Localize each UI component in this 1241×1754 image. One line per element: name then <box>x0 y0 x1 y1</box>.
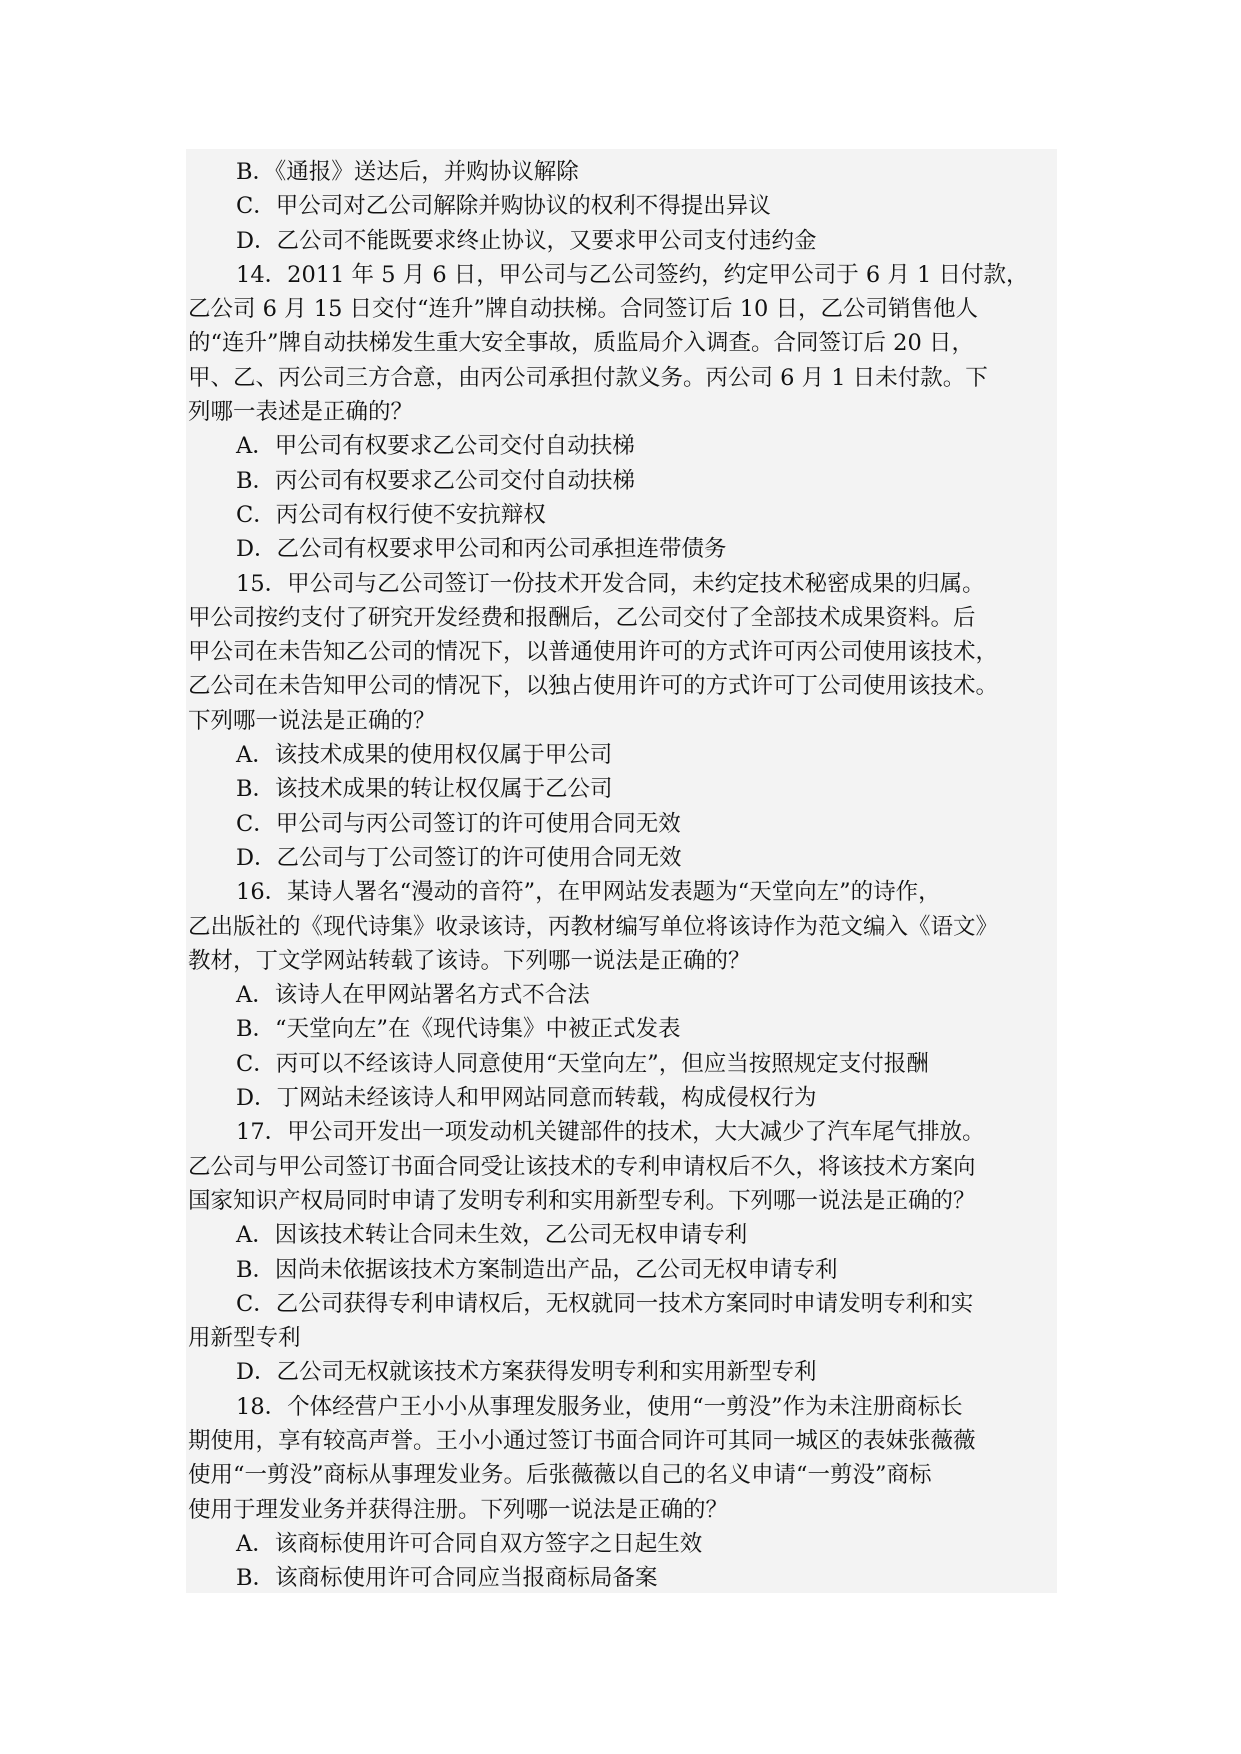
paragraph-line: 使用于理发业务并获得注册。下列哪一说法是正确的？ <box>188 1496 729 1523</box>
answer-option-line: B．该技术成果的转让权仅属于乙公司 <box>236 776 613 803</box>
document-text-block <box>186 149 1057 1593</box>
answer-option-line: D．乙公司不能既要求终止协议，又要求甲公司支付违约金 <box>236 227 817 254</box>
answer-option-line: D．丁网站未经该诗人和甲网站同意而转载，构成侵权行为 <box>236 1085 817 1112</box>
question-line: 15．甲公司与乙公司签订一份技术开发合同，未约定技术秘密成果的归属。 <box>236 570 985 597</box>
question-line: 16．某诗人署名“漫动的音符”，在甲网站发表题为“天堂向左”的诗作， <box>236 879 941 906</box>
answer-option-line: A．因该技术转让合同未生效，乙公司无权申请专利 <box>236 1222 748 1249</box>
paragraph-line: 乙公司在未告知甲公司的情况下，以独占使用许可的方式许可丁公司使用该技术。 <box>188 673 999 700</box>
answer-option-line: A．该技术成果的使用权仅属于甲公司 <box>236 742 613 769</box>
paragraph-line: 甲公司按约支付了研究开发经费和报酬后，乙公司交付了全部技术成果资料。后 <box>188 604 976 631</box>
paragraph-line: 的“连升”牌自动扶梯发生重大安全事故，质监局介入调查。合同签订后 20 日， <box>188 330 974 357</box>
paragraph-line: 教材，丁文学网站转载了该诗。下列哪一说法是正确的？ <box>188 947 751 974</box>
answer-option-line: D．乙公司与丁公司签订的许可使用合同无效 <box>236 844 682 871</box>
answer-option-line: D．乙公司有权要求甲公司和丙公司承担连带债务 <box>236 536 727 563</box>
answer-option-line: C．丙可以不经该诗人同意使用“天堂向左”，但应当按照规定支付报酬 <box>236 1050 929 1077</box>
paragraph-line: 乙出版社的《现代诗集》收录该诗，丙教材编写单位将该诗作为范文编入《语文》 <box>188 913 999 940</box>
question-line: 14．2011 年 5 月 6 日，甲公司与乙公司签约，约定甲公司于 6 月 1 日付款， <box>236 261 1029 288</box>
question-line: 18．个体经营户王小小从事理发服务业，使用“一剪没”作为未注册商标长 <box>236 1393 963 1420</box>
answer-option-line: B．丙公司有权要求乙公司交付自动扶梯 <box>236 467 636 494</box>
answer-option-line: A．该诗人在甲网站署名方式不合法 <box>236 982 590 1009</box>
paragraph-line: 乙公司 6 月 15 日交付“连升”牌自动扶梯。合同签订后 10 日，乙公司销售他人 <box>188 296 978 323</box>
answer-option-line: B．《通报》送达后，并购协议解除 <box>236 159 579 185</box>
answer-option-line: D．乙公司无权就该技术方案获得发明专利和实用新型专利 <box>236 1359 817 1386</box>
answer-option-line: A．该商标使用许可合同自双方签字之日起生效 <box>236 1530 703 1557</box>
answer-option-line: C．甲公司与丙公司签订的许可使用合同无效 <box>236 810 681 837</box>
answer-option-line: B．该商标使用许可合同应当报商标局备案 <box>236 1565 658 1592</box>
paragraph-line: 甲公司在未告知乙公司的情况下，以普通使用许可的方式许可丙公司使用该技术， <box>188 639 999 666</box>
question-line: 17．甲公司开发出一项发动机关键部件的技术，大大减少了汽车尾气排放。 <box>236 1119 985 1146</box>
answer-option-line: C．乙公司获得专利申请权后，无权就同一技术方案同时申请发明专利和实 <box>236 1290 974 1317</box>
paragraph-line: 甲、乙、丙公司三方合意，由丙公司承担付款义务。丙公司 6 月 1 日未付款。下 <box>188 364 988 391</box>
paragraph-line: 期使用，享有较高声誉。王小小通过签订书面合同许可其同一城区的表妹张薇薇 <box>188 1427 976 1454</box>
answer-option-line: B．“天堂向左”在《现代诗集》中被正式发表 <box>236 1016 681 1043</box>
answer-option-line: C．丙公司有权行使不安抗辩权 <box>236 501 546 528</box>
paragraph-line: 国家知识产权局同时申请了发明专利和实用新型专利。下列哪一说法是正确的？ <box>188 1187 976 1214</box>
answer-option-line: A．甲公司有权要求乙公司交付自动扶梯 <box>236 433 635 460</box>
paragraph-line: 列哪一表述是正确的？ <box>188 399 414 426</box>
paragraph-line: 乙公司与甲公司签订书面合同受让该技术的专利申请权后不久，将该技术方案向 <box>188 1153 976 1180</box>
answer-option-line: B．因尚未依据该技术方案制造出产品，乙公司无权申请专利 <box>236 1256 838 1283</box>
answer-option-line: C．甲公司对乙公司解除并购协议的权利不得提出异议 <box>236 193 771 220</box>
paragraph-line: 用新型专利 <box>188 1325 301 1352</box>
paragraph-line: 下列哪一说法是正确的？ <box>188 707 436 734</box>
paragraph-line: 使用“一剪没”商标从事理发业务。后张薇薇以自己的名义申请“一剪没”商标 <box>188 1462 932 1489</box>
